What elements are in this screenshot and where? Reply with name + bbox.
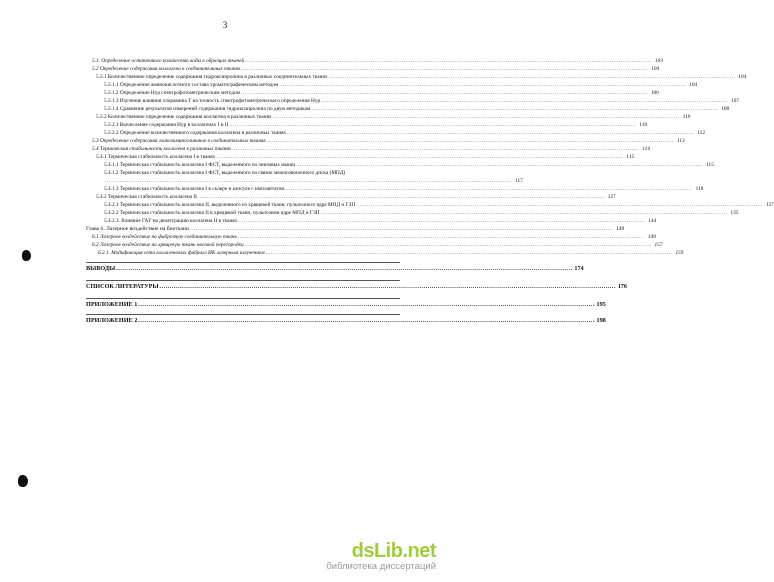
toc-entry: 5.3 Определение содержания гликозаминогликанов в соединительных тканях ..... 113 (92, 137, 400, 145)
toc-entry: 5.4.1.2 Термическая стабильность коллагена I ФСТ, выделенного из связок межпозвоночного диска (МПД) (104, 170, 346, 176)
toc-entry: 5.2.2.2 Определение количественного содержания коллагена в различных тканях ..... 112 (104, 129, 400, 137)
toc-entry: 6.2 Лазерное воздействие на хрящевую ткань носовой перегородки ..... 157 (92, 241, 400, 249)
toc-section-bibliography: СПИСОК ЛИТЕРАТУРЫ ..... 176 (86, 282, 400, 291)
watermark (326, 540, 436, 572)
toc-entry: 5.2.1.2 Определение Нур спектрофотометрическим методом ..... 106 (104, 89, 400, 97)
toc-section-appendix-1: ПРИЛОЖЕНИЕ 1 ..... 195 (86, 300, 400, 309)
toc-entry: 5.4 Термическая стабильность коллагена в различных тканях ..... 114 (92, 145, 400, 153)
watermark-logo: dsLib.net (351, 540, 436, 562)
toc-entry: 5.4.2.1 Термическая стабильность коллагена II, выделенного из хрящевой ткани, пульпозного ядра МПД и ГЗП ..... 127 (104, 201, 400, 209)
toc-entry: 5.4.2.3. Влияние ГАГ на денатурацию коллагена II в тканях ..... 144 (104, 217, 400, 225)
toc-entry: 5.4.2.2 Термическая стабильность коллагена II в хрящевой ткани, пульпозном ядре МПД и ГЗП ..... 135 (104, 209, 400, 217)
toc-entry: 5.4.1 Термическая стабильность коллагена I в тканях ..... 115 (96, 153, 400, 161)
toc-entry: 5.4.1.3 Термическая стабильность коллагена I в склере и капсуле с имплантатом ..... 118 (104, 185, 400, 193)
page-number: 3 (222, 20, 228, 30)
toc-entry: 5.2.1.4 Сравнение результатов измерений содержания гидроксипролина по двум методикам ..... 108 (104, 105, 400, 113)
toc-entry: 5.2.1.3 Изучение влияния хлорамина Т на точность спектрофотометрического определения Нур ..... 107 (104, 97, 400, 105)
scan-blot (22, 250, 31, 261)
separator-line (86, 314, 400, 315)
toc-entry: 5.2.2.1 Вычисление содержания Нур в коллагенах I и II ..... 110 (104, 121, 400, 129)
toc-section-appendix-2: ПРИЛОЖЕНИЕ 2 ..... 198 (86, 316, 400, 325)
separator-line (86, 262, 400, 263)
toc-entry: 5.4.2 Термическая стабильность коллагена II ..... 127 (96, 193, 400, 201)
toc-entry: 6.2.1. Модификация сети коллагеновых фибрилл ИК лазерным излучением ..... 159 (98, 249, 400, 257)
toc-entry: 6.1 Лазерное воздействие на фиброзную соединительную ткань ..... 149 (92, 233, 400, 241)
toc-entry: 5.2.1.1 Определение аминокислотного состава хроматографическим методом ..... 104 (104, 81, 400, 89)
toc-entry: 5.2.2 Количественное определение содержания коллагена в различных тканях ..... 110 (96, 113, 400, 121)
toc-entry: ..... 117 (104, 177, 400, 185)
scan-blot (18, 475, 28, 487)
separator-line (86, 298, 400, 299)
toc-entry: 5.4.1.1 Термическая стабильность коллагена I ФСТ, выделенного из линзовых мышц ..... 115 (104, 161, 400, 169)
toc-entry: 5.2.1 Количественное определение содержания гидроксипролина в различных соединительных тканях ..... 104 (96, 73, 400, 81)
toc-entry: 5.2 Определение содержания коллагена в соединительных тканях ..... 104 (92, 65, 400, 73)
separator-line (86, 280, 400, 281)
toc-entry: 5.1. Определение остаточного количества воды в образцах тканей ..... 103 (92, 57, 400, 65)
watermark-subtitle: библиотека диссертаций (326, 561, 436, 572)
toc-section-conclusions: ВЫВОДЫ ..... 174 (86, 264, 400, 273)
toc-chapter-entry: Глава 6. Лазерное воздействие на биоткани ..... 149 (86, 225, 400, 233)
